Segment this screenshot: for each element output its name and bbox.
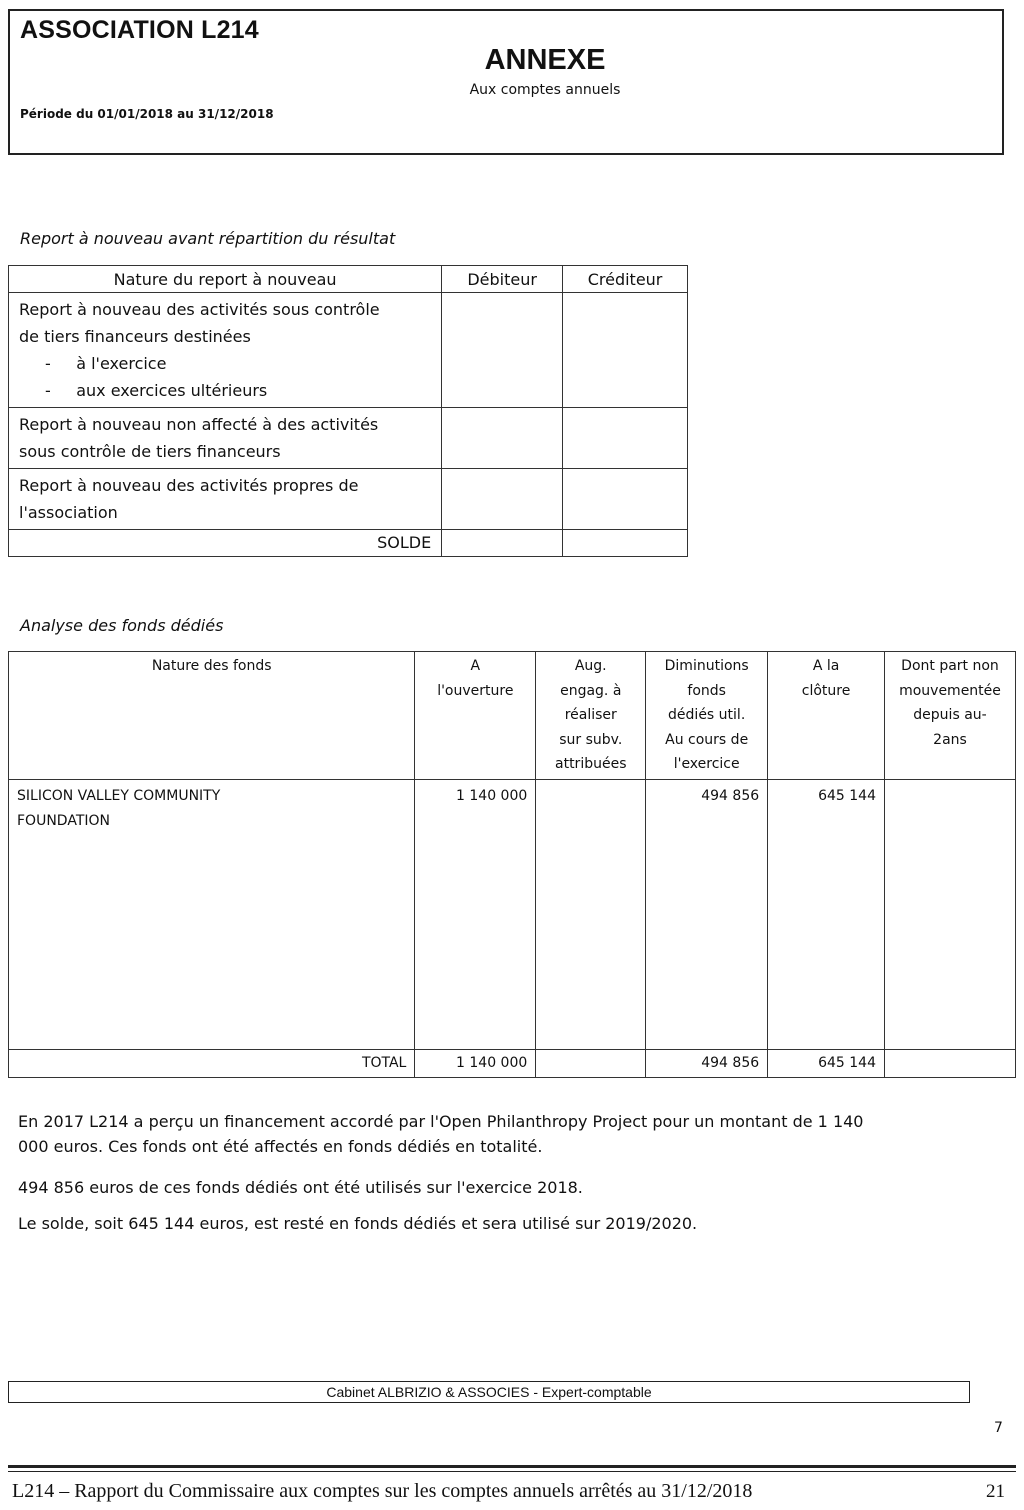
debiteur-cell <box>442 293 563 408</box>
header-text: l'ouverture <box>437 682 514 699</box>
solde-label: SOLDE <box>9 530 442 557</box>
paragraph-line: En 2017 L214 a perçu un financement accordé par l'Open Philanthropy Project pour un montant de 1 140 <box>18 1112 864 1131</box>
header-text: Aug. <box>574 658 607 674</box>
row-text: aux exercices ultérieurs <box>76 381 268 400</box>
header-text: 2ans <box>933 731 967 748</box>
header-text: clôture <box>801 682 851 699</box>
debiteur-cell <box>442 469 563 530</box>
report-row-controle <box>9 293 442 408</box>
report-row-propres <box>9 469 442 530</box>
dash: - <box>45 381 51 400</box>
header-text: Diminutions <box>664 658 749 674</box>
row-text: de tiers financeurs destinées <box>19 327 251 346</box>
total-non-mouvementee <box>885 1049 1016 1077</box>
table-row <box>9 779 1016 1049</box>
debiteur-cell <box>442 530 563 557</box>
col-nature-report: Nature du report à nouveau <box>9 266 442 293</box>
col-non-mouvementee <box>885 652 1016 780</box>
dash: - <box>45 354 51 373</box>
divider <box>8 1471 1016 1472</box>
col-augmentation <box>536 652 646 780</box>
col-nature-fonds <box>9 652 415 780</box>
report-table-header <box>9 266 688 293</box>
header-text: engag. à <box>560 682 622 699</box>
header-text: A <box>470 658 481 674</box>
report-page-number: 21 <box>986 1481 1005 1502</box>
col-ouverture <box>415 652 536 780</box>
total-ouverture: 1 140 000 <box>415 1049 536 1077</box>
fonds-table <box>8 651 1016 1078</box>
crediteur-cell <box>563 293 688 408</box>
report-row-non-affecte <box>9 408 442 469</box>
crediteur-cell <box>563 469 688 530</box>
fonds-table-header <box>9 652 1016 780</box>
row-text: Report à nouveau des activités propres de <box>19 476 359 495</box>
header-text: Nature des fonds <box>151 658 272 674</box>
total-diminution: 494 856 <box>646 1049 768 1077</box>
row-text: FOUNDATION <box>17 812 110 829</box>
total-cloture: 645 144 <box>768 1049 885 1077</box>
row-text: à l'exercice <box>76 354 167 373</box>
col-debiteur: Débiteur <box>442 266 563 293</box>
header-text: sur subv. <box>559 731 623 748</box>
paragraph-utilisation: 494 856 euros de ces fonds dédiés ont été utilisés sur l'exercice 2018. <box>18 1178 583 1197</box>
row-text: sous contrôle de tiers financeurs <box>19 442 281 461</box>
header-text: depuis au- <box>913 707 987 723</box>
header-text: dédiés util. <box>668 707 746 723</box>
ouverture-value: 1 140 000 <box>415 779 536 1049</box>
header-text: mouvementée <box>899 682 1001 699</box>
header-text: Au cours de <box>665 731 749 748</box>
report-footer-title: L214 – Rapport du Commissaire aux comptes sur les comptes annuels arrêtés au 31/12/2018 <box>12 1480 753 1502</box>
row-text: l'association <box>19 503 118 522</box>
fonds-name <box>9 779 415 1049</box>
table-row <box>9 469 688 530</box>
paragraph-line: 000 euros. Ces fonds ont été affectés en fonds dédiés en totalité. <box>18 1137 543 1156</box>
col-crediteur: Créditeur <box>563 266 688 293</box>
fonds-section-title: Analyse des fonds dédiés <box>20 616 224 635</box>
col-diminutions <box>646 652 768 780</box>
paragraph-solde: Le solde, soit 645 144 euros, est resté en fonds dédiés et sera utilisé sur 2019/2020. <box>18 1214 698 1233</box>
header-text: A la <box>812 658 840 674</box>
report-section-title: Report à nouveau avant répartition du résultat <box>20 229 396 248</box>
row-text: Report à nouveau non affecté à des activités <box>19 415 379 434</box>
annexe-subtitle: Aux comptes annuels <box>469 82 621 98</box>
header-text: attribuées <box>555 756 627 772</box>
row-text: Report à nouveau des activités sous contrôle <box>19 300 380 319</box>
solde-row <box>9 530 688 557</box>
crediteur-cell <box>563 408 688 469</box>
annexe-title: ANNEXE <box>484 44 606 76</box>
report-table <box>8 265 688 557</box>
header-text: l'exercice <box>673 756 740 772</box>
crediteur-cell <box>563 530 688 557</box>
diminution-value: 494 856 <box>646 779 768 1049</box>
association-name: ASSOCIATION L214 <box>20 16 259 44</box>
periode: Période du 01/01/2018 au 31/12/2018 <box>20 107 274 121</box>
annex-page-number: 7 <box>994 1420 1003 1436</box>
col-cloture <box>768 652 885 780</box>
table-row <box>9 293 688 408</box>
row-subitem <box>19 350 431 377</box>
non-mouvementee-value <box>885 779 1016 1049</box>
total-label: TOTAL <box>9 1049 415 1077</box>
table-row <box>9 408 688 469</box>
header-text: réaliser <box>564 707 617 723</box>
augmentation-value <box>536 779 646 1049</box>
header-text: fonds <box>687 682 726 699</box>
row-text: SILICON VALLEY COMMUNITY <box>17 787 221 804</box>
paragraph-financement <box>18 1109 978 1159</box>
debiteur-cell <box>442 408 563 469</box>
total-augmentation <box>536 1049 646 1077</box>
divider <box>8 1465 1016 1468</box>
cloture-value: 645 144 <box>768 779 885 1049</box>
row-subitem <box>19 377 431 404</box>
total-row <box>9 1049 1016 1077</box>
header-text: Dont part non <box>901 658 999 674</box>
cabinet-footer: Cabinet ALBRIZIO & ASSOCIES - Expert-comptable <box>8 1381 970 1403</box>
